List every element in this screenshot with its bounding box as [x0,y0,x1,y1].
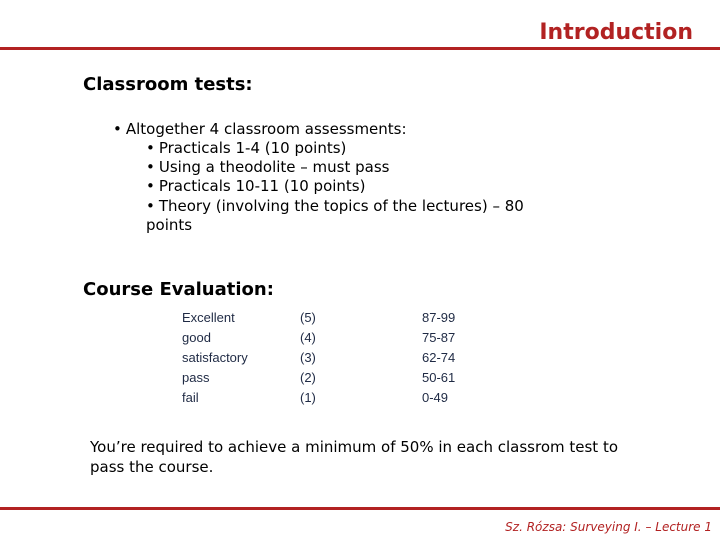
footer-credit: Sz. Rózsa: Surveying I. – Lecture 1 [505,520,712,534]
test-item-text: Using a theodolite – must pass [158,158,390,176]
test-item-theodolite [146,158,389,177]
mark-cell: (2) [300,370,316,385]
table-row [182,390,482,410]
pass-requirement-note: You’re required to achieve a minimum of 50% in each classrom test to pass the course. [90,438,619,476]
test-item-text: Practicals 10-11 (10 points) [158,177,366,195]
test-item-text: Theory (involving the topics of the lectures) – 80 [158,197,524,215]
range-cell: 50-61 [422,370,456,385]
test-item-text: Practicals 1-4 (10 points) [158,139,347,157]
tests-summary-item [113,120,407,139]
grade-cell: good [182,330,211,345]
grade-cell: fail [182,390,199,405]
mark-cell: (1) [300,390,316,405]
grade-cell: satisfactory [182,350,248,365]
table-row [182,330,482,350]
range-cell: 0-49 [422,390,449,405]
test-item-theory-continued: points [146,216,193,234]
bullet-icon: • [113,120,122,138]
range-cell: 62-74 [422,350,456,365]
bullet-icon: • [146,197,155,215]
bullet-icon: • [146,177,155,195]
mark-cell: (4) [300,330,316,345]
classroom-tests-heading: Classroom tests: [83,74,253,95]
range-cell: 87-99 [422,310,456,325]
grade-cell: pass [182,370,210,385]
grade-cell: Excellent [182,310,235,325]
mark-cell: (5) [300,310,316,325]
footer-divider [0,507,720,510]
grade-table [182,310,482,410]
table-row [182,350,482,370]
test-item-practicals-1-4 [146,139,346,158]
tests-summary-text: Altogether 4 classroom assessments: [125,120,407,138]
course-evaluation-heading: Course Evaluation: [83,279,274,300]
test-item-theory [146,197,524,216]
mark-cell: (3) [300,350,316,365]
range-cell: 75-87 [422,330,456,345]
table-row [182,310,482,330]
bullet-icon: • [146,139,155,157]
bullet-icon: • [146,158,155,176]
table-row [182,370,482,390]
slide-title: Introduction [539,20,693,45]
title-divider [0,47,720,50]
test-item-practicals-10-11 [146,177,365,196]
